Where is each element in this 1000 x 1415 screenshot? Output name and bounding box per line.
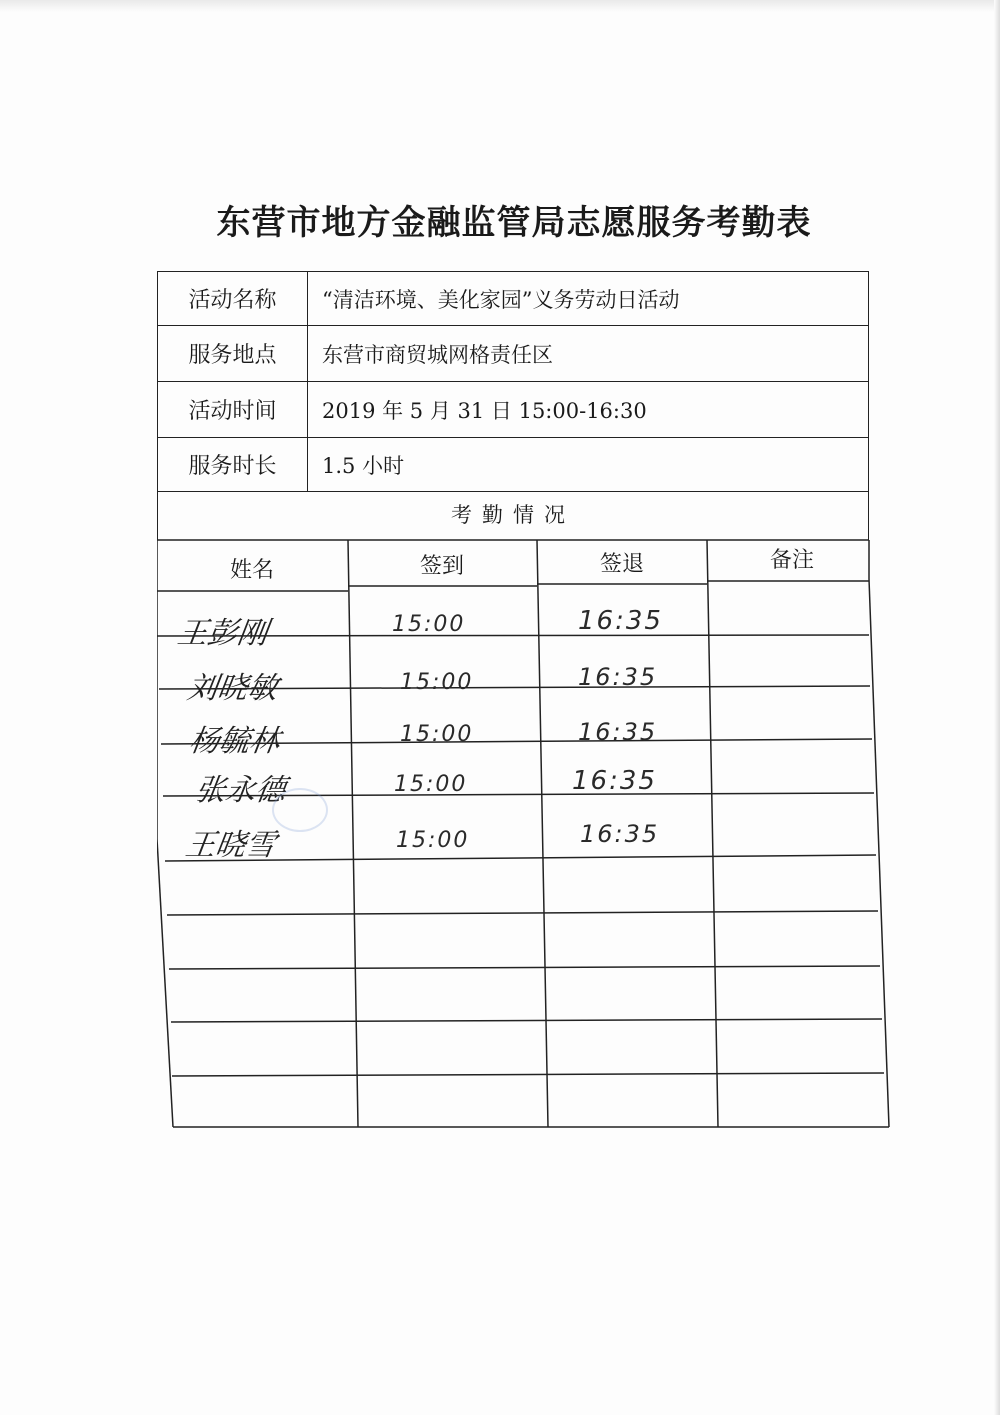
- signature-name: 王晓雪: [183, 828, 278, 863]
- sign-out-time: 16:35: [578, 718, 658, 746]
- info-value: 1.5 小时: [322, 453, 405, 478]
- ink-mark: [272, 788, 328, 832]
- info-label: 活动时间: [158, 382, 308, 437]
- info-value: 东营市商贸城网格责任区: [322, 342, 553, 367]
- info-row-duration: [158, 438, 868, 492]
- info-row-activity-name: [158, 272, 868, 326]
- signature-name: 张永德: [193, 773, 288, 808]
- sign-in-time: 15:00: [400, 670, 474, 695]
- column-header-remark: 备注: [769, 548, 814, 573]
- info-label: 活动名称: [158, 272, 308, 325]
- signature-name: 刘晓敏: [185, 671, 280, 706]
- sign-in-time: 15:00: [394, 772, 468, 797]
- sign-in-time: 15:00: [400, 722, 474, 747]
- info-value: “清洁环境、美化家园”义务劳动日活动: [322, 287, 680, 312]
- attendance-section-title: 考勤情况: [157, 488, 869, 540]
- column-header-sign-in: 签到: [419, 554, 464, 579]
- sign-out-time: 16:35: [578, 663, 658, 691]
- info-table: [157, 271, 869, 492]
- form-title: 东营市地方金融监管局志愿服务考勤表: [216, 203, 812, 243]
- sign-in-time: 15:00: [396, 828, 470, 853]
- info-value: 2019 年 5 月 31 日 15:00-16:30: [322, 398, 647, 423]
- column-header-sign-out: 签退: [599, 552, 644, 577]
- sign-in-time: 15:00: [392, 612, 466, 637]
- scan-edge: [0, 0, 1000, 12]
- info-label: 服务时长: [158, 438, 308, 491]
- info-row-location: [158, 326, 868, 382]
- info-label: 服务地点: [158, 326, 308, 381]
- sign-out-time: 16:35: [578, 606, 663, 636]
- signature-name: 杨毓林: [187, 724, 282, 759]
- info-row-time: [158, 382, 868, 438]
- signature-name: 王彭刚: [175, 616, 270, 651]
- sign-out-time: 16:35: [580, 820, 660, 848]
- column-header-name: 姓名: [229, 558, 274, 583]
- sign-out-time: 16:35: [572, 766, 657, 796]
